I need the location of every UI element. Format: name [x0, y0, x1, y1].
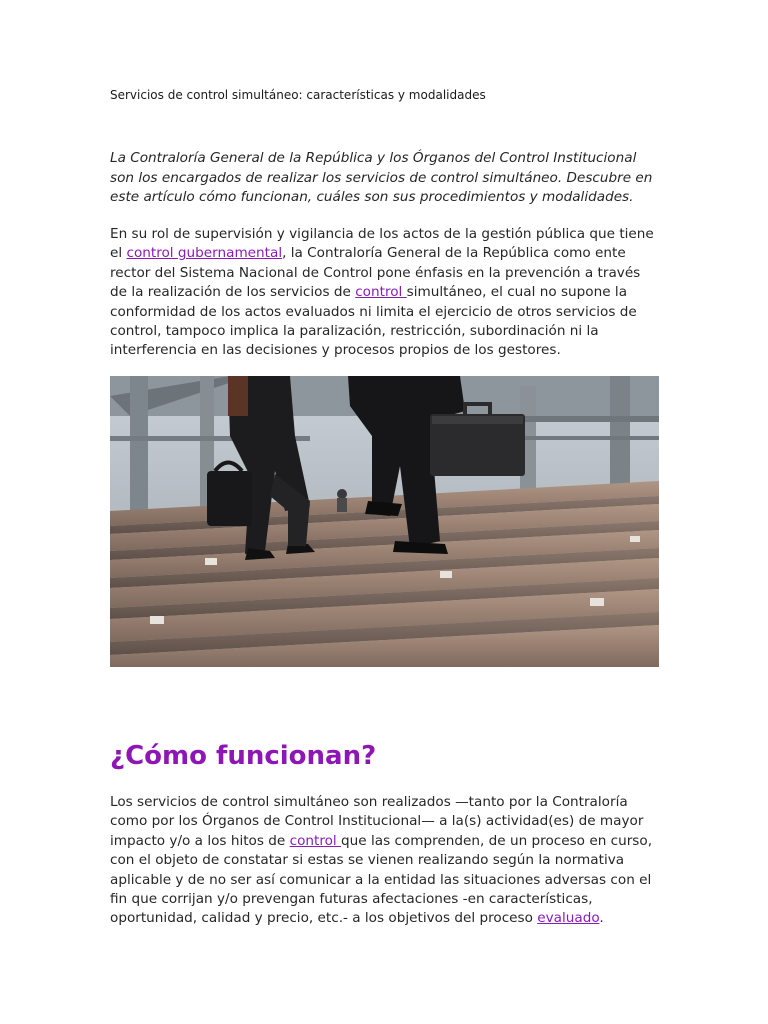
para1-text-1: En su rol de supervisión y vigilancia de los actos de la gestión pública que tiene el: [110, 226, 654, 262]
stairs-business-people-photo: [110, 376, 659, 667]
body-paragraph-2: [110, 793, 658, 929]
para1-text-3: simultáneo, el cual no supone la conformidad de los actos evaluados ni limita el ejercicio de otros servicios de control, tampoco implica la paralización, restricción, subordinación ni la interferencia en las decisiones y procesos propios de los gestores.: [110, 284, 637, 359]
section-heading: ¿Cómo funcionan?: [110, 741, 377, 771]
link-evaluado[interactable]: evaluado: [537, 910, 600, 927]
body-paragraph-1: [110, 225, 658, 361]
intro-paragraph: La Contraloría General de la República y los Órganos del Control Institucional son los encargados de realizar los servicios de control simultáneo. Descubre en este artículo cómo funcionan, cuáles son sus procedimientos y modalidades.: [110, 150, 653, 205]
photo-illustration: [110, 376, 659, 667]
para2-text-2: que las comprenden, de un proceso en curso, con el objeto de constatar si estas se vienen realizando según la normativa aplicable y de no ser así comunicar a la entidad las situaciones adversas con el fin que corrijan y/o prevengan futuras afectaciones -en características, oportunidad, calidad y precio, etc.- a los objetivos del proceso: [110, 832, 653, 927]
para1-text-2: , la Contraloría General de la República como ente rector del Sistema Nacional de Control pone énfasis en la prevención a través de la realización de los servicios de: [110, 245, 641, 301]
link-control-gubernamental[interactable]: control gubernamental: [126, 245, 283, 262]
para2-text-1: Los servicios de control simultáneo son realizados —tanto por la Contraloría como por los Órganos de Control Institucional— a la(s) actividad(es) de mayor impacto y/o a los hitos de: [110, 794, 644, 849]
link-control-2[interactable]: control: [289, 832, 342, 849]
para2-text-3: .: [599, 910, 604, 927]
link-control[interactable]: control: [355, 284, 407, 301]
document-title: Servicios de control simultáneo: características y modalidades: [110, 88, 486, 102]
